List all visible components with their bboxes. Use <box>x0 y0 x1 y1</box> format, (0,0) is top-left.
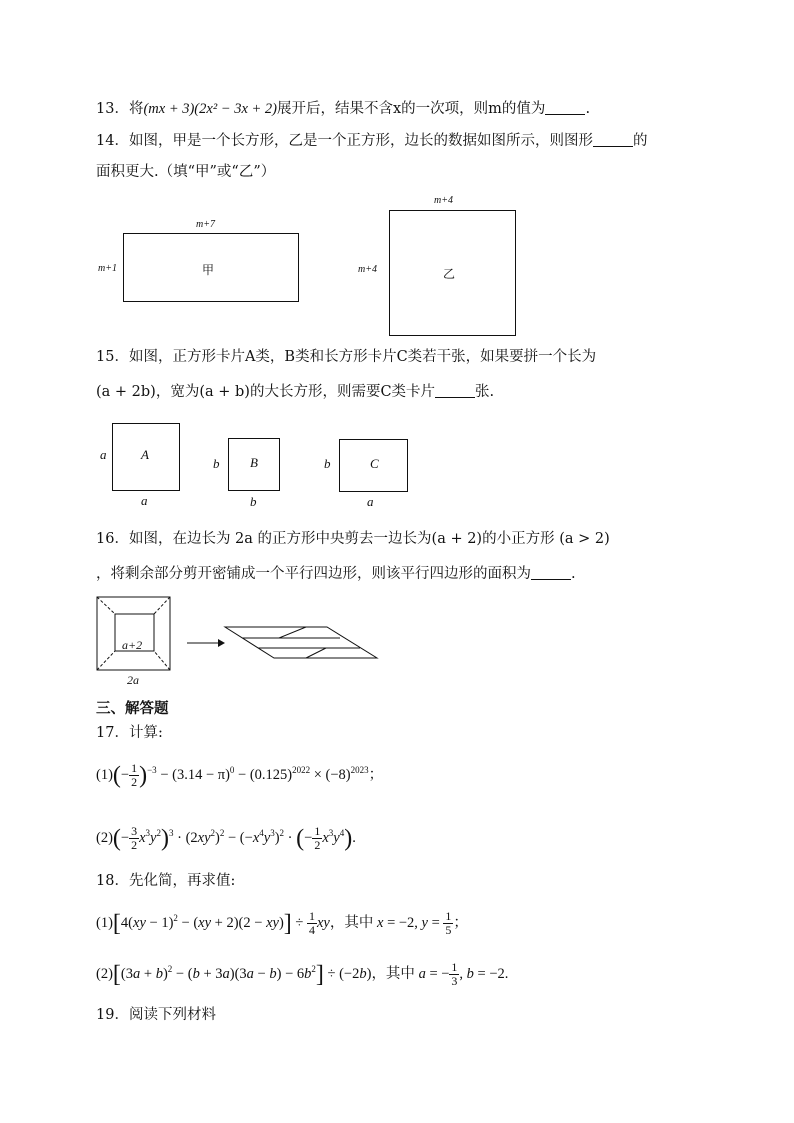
question-16-line1: 16．如图，在边长为 2a 的正方形中央剪去一边长为(a + 2)的小正方形 (a > 2) <box>96 531 610 547</box>
card-b-bottom-label: b <box>250 494 257 509</box>
question-14-line2: 面积更大.（填“甲”或“乙”） <box>96 164 276 180</box>
card-a <box>112 423 180 491</box>
question-19-title: 19．阅读下列材料 <box>96 1007 216 1023</box>
answer-blank[interactable] <box>545 100 585 115</box>
cut-line <box>154 651 170 670</box>
section-heading: 三、解答题 <box>96 701 169 717</box>
yi-label: 乙 <box>443 267 456 281</box>
question-18-title: 18．先化简，再求值: <box>96 873 236 889</box>
outer-square-label: 2a <box>127 673 139 687</box>
rectangle-jia <box>123 233 299 302</box>
square-yi <box>389 210 516 336</box>
card-a-side-label: a <box>100 447 107 462</box>
question-14-line1 <box>96 131 647 151</box>
inner-square-label: a+2 <box>122 638 143 652</box>
q18-part2: $(2)[(3a + b)^2 - (b + 3a)(3a - b) - 6b^2] \div (-2b)$，其中 a = − $\frac{1}{3}$ , b = −2. <box>96 960 509 988</box>
card-b <box>228 438 280 491</box>
q15-text: (a + 2b)，宽为(a + b)的大长方形，则需要C类卡片 <box>96 384 436 400</box>
q13-end: . <box>585 101 591 117</box>
q13-prefix: 13．将 <box>96 101 144 117</box>
answer-blank[interactable] <box>593 132 633 147</box>
parallelogram <box>225 627 377 658</box>
q16-text-end: . <box>571 566 576 582</box>
question-15-line2 <box>96 382 494 402</box>
yi-left-label: m+4 <box>358 264 377 275</box>
card-a-bottom-label: a <box>141 493 148 508</box>
q16-text: ，将剩余部分剪开密铺成一个平行四边形，则该平行四边形的面积为 <box>96 566 531 582</box>
card-c-side-label: b <box>324 456 331 471</box>
question-15-line1: 15．如图，正方形卡片A类，B类和长方形卡片C类若干张，如果要拼一个长为 <box>96 349 597 365</box>
q14-text-end: 的 <box>632 133 648 149</box>
jia-top-label: m+7 <box>196 219 215 230</box>
arrow-head <box>218 639 225 647</box>
cut-line <box>97 651 115 670</box>
question-16-line2 <box>96 564 576 584</box>
card-b-side-label: b <box>213 456 220 471</box>
card-c <box>339 439 408 492</box>
card-b-label: B <box>250 455 258 470</box>
q16-figure <box>94 594 384 674</box>
jia-label: 甲 <box>202 263 215 277</box>
question-17-title: 17．计算: <box>96 725 163 741</box>
question-13 <box>96 99 590 119</box>
card-c-label: C <box>370 456 379 471</box>
yi-top-label: m+4 <box>434 195 453 206</box>
cut-line <box>154 597 170 614</box>
q17-part2: (2)(− $\frac{3}{2}$ $x^3y^2)^3 \cdot (2xy^2)^2 - (-x^4y^3)^2$ · (− $\frac{1}{2}$ $x^3y^4$). <box>96 824 356 852</box>
parallelogram-piece <box>306 648 326 658</box>
q17-part1: (1)(− $\frac{1}{2}$ )$^{-3} - (3.14 - \pi)^0 - (0.125)^{2022} \times (-8)^{2023}$； <box>96 761 384 789</box>
answer-blank[interactable] <box>531 565 571 580</box>
card-c-bottom-label: a <box>367 494 374 509</box>
q18-part1: (1)[4(xy − 1)$^2$ − (xy + 2)(2 − xy)] ÷ $\frac{1}{4}$ xy，其中 x = −2, y = $\frac{1}{5}$ ； <box>96 909 468 937</box>
jia-left-label: m+1 <box>98 263 117 274</box>
q13-expression: (mx + 3)(2x² − 3x + 2) <box>143 101 277 117</box>
q13-text: 展开后，结果不含x的一次项，则m的值为 <box>277 101 546 117</box>
card-a-label: A <box>141 447 149 462</box>
q15-text-end: 张. <box>475 384 495 400</box>
answer-blank[interactable] <box>435 383 475 398</box>
q14-text: 14．如图，甲是一个长方形，乙是一个正方形，边长的数据如图所示，则图形 <box>96 133 593 149</box>
parallelogram-piece <box>279 627 306 638</box>
cut-line <box>97 597 115 614</box>
